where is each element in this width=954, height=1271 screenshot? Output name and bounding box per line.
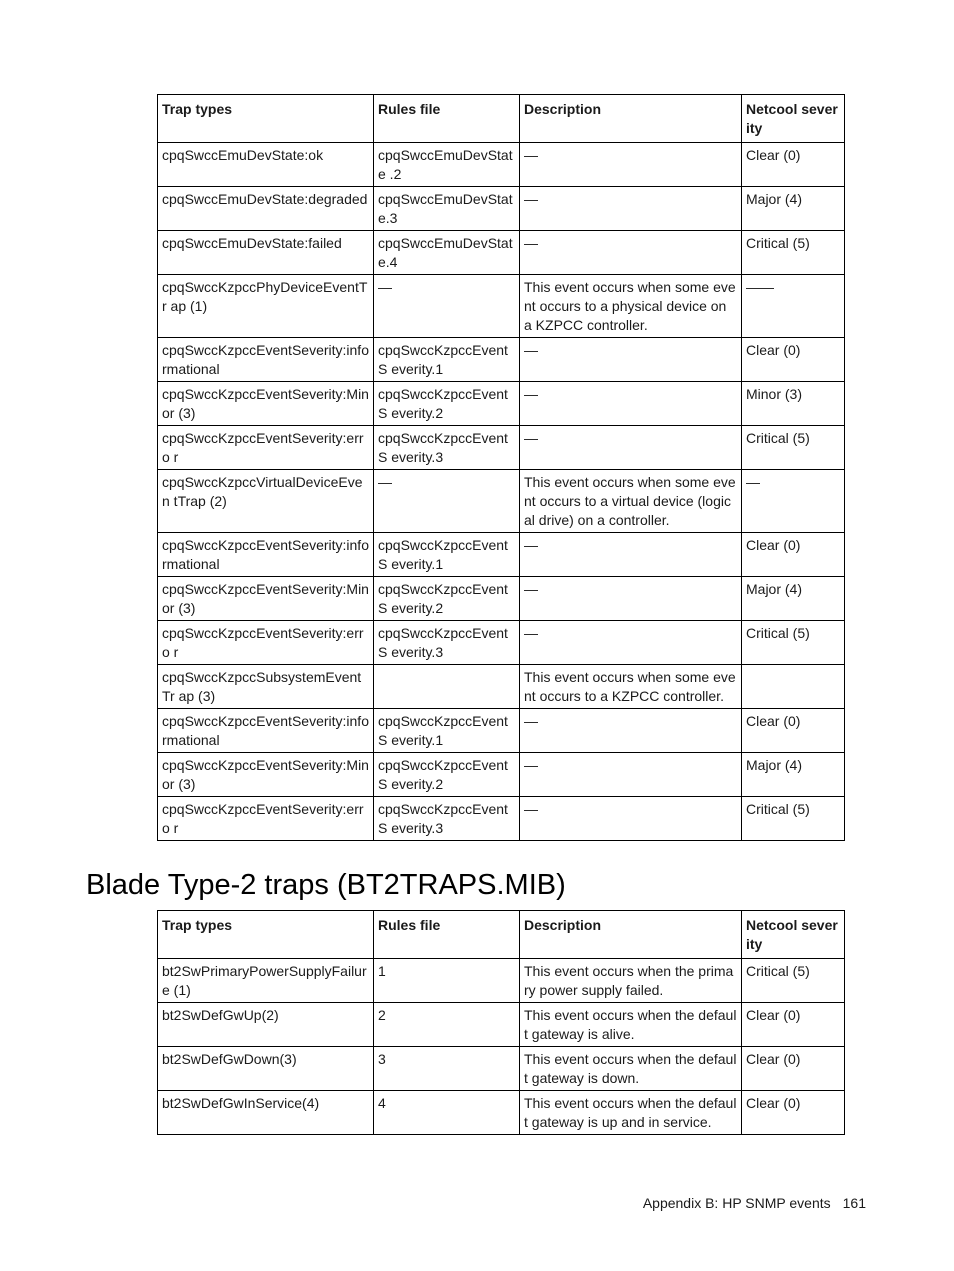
cell-trap-type: bt2SwDefGwDown(3) bbox=[158, 1047, 374, 1091]
header-netcool-severity: Netcool severity bbox=[742, 911, 845, 959]
footer-label: Appendix B: HP SNMP events bbox=[642, 1195, 831, 1211]
table-row bbox=[158, 533, 845, 577]
cell-rules-file bbox=[374, 665, 520, 709]
cell-description: — bbox=[520, 231, 742, 275]
cell-description: This event occurs when the primary power supply failed. bbox=[520, 959, 742, 1003]
cell-description: — bbox=[520, 753, 742, 797]
table-row bbox=[158, 382, 845, 426]
cell-trap-type: bt2SwDefGwInService(4) bbox=[158, 1091, 374, 1135]
section-heading: Blade Type-2 traps (BT2TRAPS.MIB) bbox=[86, 869, 566, 901]
cell-trap-type: bt2SwDefGwUp(2) bbox=[158, 1003, 374, 1047]
cell-severity: Critical (5) bbox=[742, 959, 845, 1003]
cell-rules-file: cpqSwccKzpccEventS everity.1 bbox=[374, 338, 520, 382]
table-row bbox=[158, 1003, 845, 1047]
cell-severity: Clear (0) bbox=[742, 143, 845, 187]
table-row bbox=[158, 187, 845, 231]
cell-severity: Clear (0) bbox=[742, 338, 845, 382]
cell-rules-file: cpqSwccKzpccEventS everity.3 bbox=[374, 797, 520, 841]
table-row bbox=[158, 709, 845, 753]
page-number: 161 bbox=[842, 1195, 866, 1211]
cell-severity: Clear (0) bbox=[742, 1091, 845, 1135]
table-header-row bbox=[158, 95, 845, 143]
table-body bbox=[158, 143, 845, 841]
table-row bbox=[158, 621, 845, 665]
header-description: Description bbox=[520, 95, 742, 143]
cell-rules-file: cpqSwccEmuDevStat e.3 bbox=[374, 187, 520, 231]
table-row bbox=[158, 797, 845, 841]
cell-description: This event occurs when some event occurs to a physical device on a KZPCC controller. bbox=[520, 275, 742, 338]
cell-rules-file: 4 bbox=[374, 1091, 520, 1135]
cell-severity: Critical (5) bbox=[742, 621, 845, 665]
cell-trap-type: cpqSwccKzpccEventSeverity:erro r bbox=[158, 426, 374, 470]
cell-severity bbox=[742, 665, 845, 709]
trap-table-bt2 bbox=[157, 910, 845, 1135]
cell-description: This event occurs when the default gateway is up and in service. bbox=[520, 1091, 742, 1135]
cell-trap-type: cpqSwccKzpccEventSeverity:Min or (3) bbox=[158, 382, 374, 426]
header-trap-types: Trap types bbox=[158, 911, 374, 959]
cell-severity: Clear (0) bbox=[742, 1003, 845, 1047]
cell-rules-file: 2 bbox=[374, 1003, 520, 1047]
table-header-row bbox=[158, 911, 845, 959]
cell-rules-file: cpqSwccEmuDevStat e.4 bbox=[374, 231, 520, 275]
cell-severity: Major (4) bbox=[742, 577, 845, 621]
trap-table-swcc bbox=[157, 94, 845, 841]
cell-severity: Critical (5) bbox=[742, 426, 845, 470]
cell-rules-file: cpqSwccKzpccEventS everity.1 bbox=[374, 709, 520, 753]
cell-trap-type: cpqSwccKzpccVirtualDeviceEven tTrap (2) bbox=[158, 470, 374, 533]
cell-description: This event occurs when some event occurs to a KZPCC controller. bbox=[520, 665, 742, 709]
header-description: Description bbox=[520, 911, 742, 959]
cell-trap-type: cpqSwccKzpccSubsystemEventTr ap (3) bbox=[158, 665, 374, 709]
cell-severity: Minor (3) bbox=[742, 382, 845, 426]
cell-description: — bbox=[520, 382, 742, 426]
cell-trap-type: cpqSwccEmuDevState:ok bbox=[158, 143, 374, 187]
cell-description: — bbox=[520, 797, 742, 841]
cell-severity: — bbox=[742, 470, 845, 533]
cell-severity: Critical (5) bbox=[742, 797, 845, 841]
cell-severity: Major (4) bbox=[742, 187, 845, 231]
table-row bbox=[158, 470, 845, 533]
cell-description: This event occurs when the default gateway is down. bbox=[520, 1047, 742, 1091]
page-footer bbox=[643, 1195, 866, 1211]
cell-trap-type: cpqSwccKzpccEventSeverity:Min or (3) bbox=[158, 577, 374, 621]
cell-trap-type: cpqSwccKzpccEventSeverity:Min or (3) bbox=[158, 753, 374, 797]
cell-trap-type: cpqSwccKzpccEventSeverity:info rmational bbox=[158, 533, 374, 577]
cell-rules-file: cpqSwccKzpccEventS everity.2 bbox=[374, 382, 520, 426]
cell-description: This event occurs when the default gateway is alive. bbox=[520, 1003, 742, 1047]
table-row bbox=[158, 143, 845, 187]
cell-rules-file: cpqSwccKzpccEventS everity.2 bbox=[374, 577, 520, 621]
cell-rules-file: cpqSwccKzpccEventS everity.3 bbox=[374, 621, 520, 665]
cell-rules-file: cpqSwccKzpccEventS everity.3 bbox=[374, 426, 520, 470]
cell-severity: Clear (0) bbox=[742, 709, 845, 753]
cell-severity: —— bbox=[742, 275, 845, 338]
cell-trap-type: cpqSwccEmuDevState:degraded bbox=[158, 187, 374, 231]
table-row bbox=[158, 1091, 845, 1135]
cell-description: — bbox=[520, 338, 742, 382]
cell-rules-file: cpqSwccKzpccEventS everity.1 bbox=[374, 533, 520, 577]
cell-description: — bbox=[520, 426, 742, 470]
header-netcool-severity: Netcool severity bbox=[742, 95, 845, 143]
table-row bbox=[158, 577, 845, 621]
table-row bbox=[158, 959, 845, 1003]
table-row bbox=[158, 665, 845, 709]
cell-rules-file: — bbox=[374, 470, 520, 533]
header-trap-types: Trap types bbox=[158, 95, 374, 143]
cell-trap-type: cpqSwccKzpccEventSeverity:info rmational bbox=[158, 709, 374, 753]
cell-description: — bbox=[520, 143, 742, 187]
cell-trap-type: cpqSwccKzpccPhyDeviceEventTr ap (1) bbox=[158, 275, 374, 338]
cell-rules-file: — bbox=[374, 275, 520, 338]
table-row bbox=[158, 753, 845, 797]
table-row bbox=[158, 426, 845, 470]
cell-trap-type: cpqSwccKzpccEventSeverity:erro r bbox=[158, 621, 374, 665]
cell-rules-file: cpqSwccKzpccEventS everity.2 bbox=[374, 753, 520, 797]
cell-description: — bbox=[520, 187, 742, 231]
cell-rules-file: 1 bbox=[374, 959, 520, 1003]
table-row bbox=[158, 231, 845, 275]
cell-severity: Critical (5) bbox=[742, 231, 845, 275]
table-row bbox=[158, 338, 845, 382]
cell-trap-type: bt2SwPrimaryPowerSupplyFailur e (1) bbox=[158, 959, 374, 1003]
cell-rules-file: cpqSwccEmuDevStat e .2 bbox=[374, 143, 520, 187]
cell-rules-file: 3 bbox=[374, 1047, 520, 1091]
cell-trap-type: cpqSwccEmuDevState:failed bbox=[158, 231, 374, 275]
cell-description: — bbox=[520, 709, 742, 753]
cell-trap-type: cpqSwccKzpccEventSeverity:erro r bbox=[158, 797, 374, 841]
header-rules-file: Rules file bbox=[374, 95, 520, 143]
cell-description: — bbox=[520, 533, 742, 577]
table-row bbox=[158, 1047, 845, 1091]
cell-severity: Clear (0) bbox=[742, 1047, 845, 1091]
cell-description: — bbox=[520, 577, 742, 621]
header-rules-file: Rules file bbox=[374, 911, 520, 959]
cell-severity: Major (4) bbox=[742, 753, 845, 797]
table-row bbox=[158, 275, 845, 338]
table-body bbox=[158, 959, 845, 1135]
cell-trap-type: cpqSwccKzpccEventSeverity:info rmational bbox=[158, 338, 374, 382]
cell-severity: Clear (0) bbox=[742, 533, 845, 577]
cell-description: — bbox=[520, 621, 742, 665]
cell-description: This event occurs when some event occurs to a virtual device (logical drive) on a controller. bbox=[520, 470, 742, 533]
